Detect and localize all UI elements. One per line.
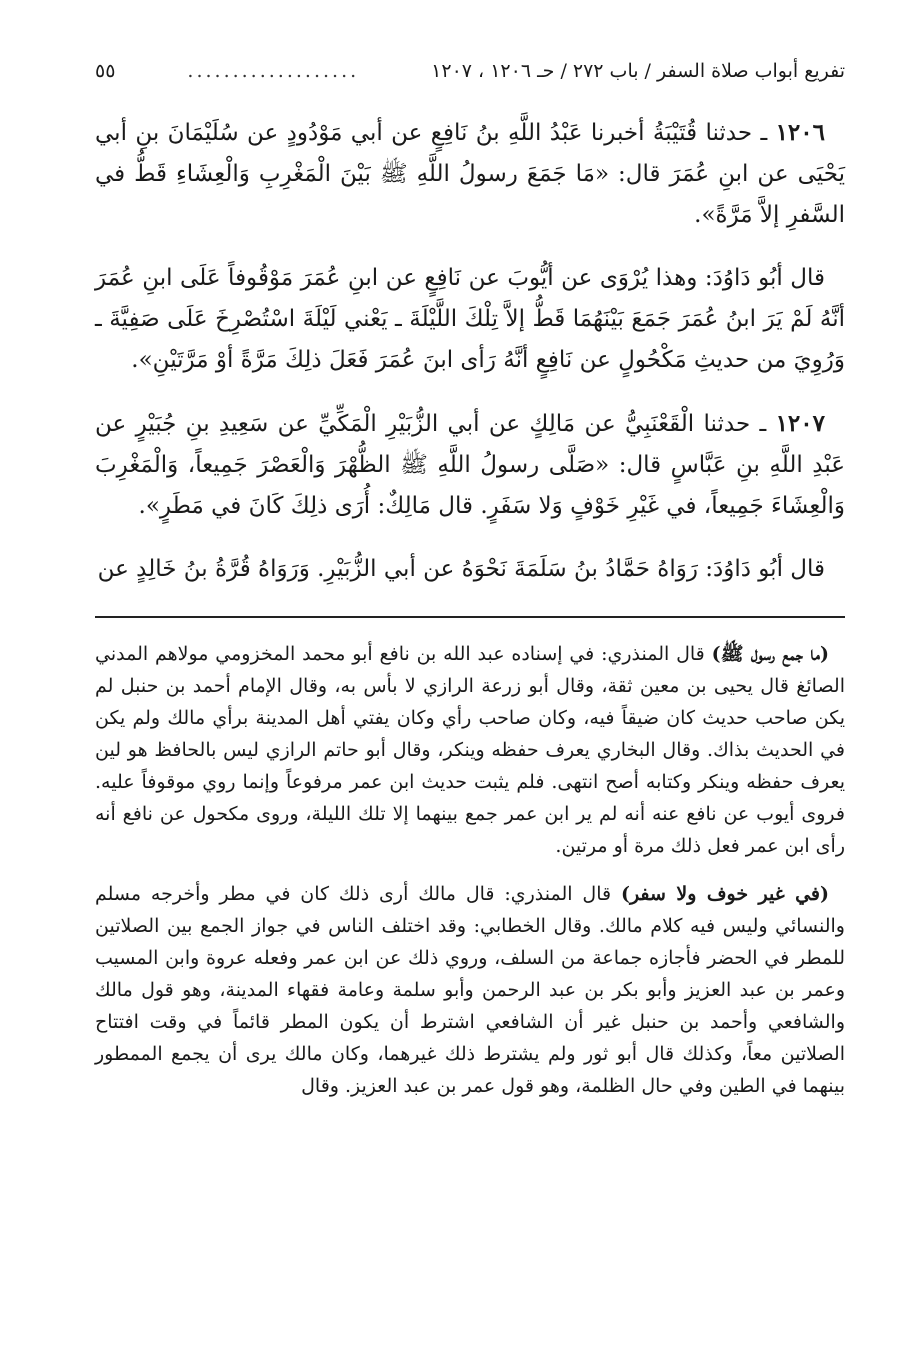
hadith-text: ـ حدثنا قُتَيْبَةُ أخبرنا عَبْدُ اللَّهِ بنُ نَافِعٍ عن أبي مَوْدُودٍ عن سُلَيْمَانَ بنِ أبي يَحْيَى عن ابنِ عُمَرَ قال: «مَا جَمَعَ رسولُ اللَّهِ ﷺ بَيْنَ الْمَغْرِبِ وَالْعِشَاءِ قَطُّ في السَّفرِ إلاَّ مَرَّةً». [95, 120, 845, 228]
footnote [95, 638, 845, 862]
hadith-number: ١٢٠٦ [775, 119, 825, 146]
hadith-1207 [95, 403, 845, 527]
footnote-text: قال المنذري: قال مالك أرى ذلك كان في مطر وأخرجه مسلم والنسائي وليس فيه كلام مالك. وقال الخطابي: وقد اختلف الناس في جواز الجمع بين الصلاتين للمطر في الحضر فأجازه جماعة من السلف، وروي ذلك عن ابن عمر وفعله عروة وابن المسيب وعمر بن عبد العزيز وأبو بكر بن عبد الرحمن وأبو سلمة وعامة فقهاء المدينة، وهو قول مالك والشافعي وأحمد بن حنبل غير أن الشافعي اشترط أن يكون المطر قائماً في وقت افتتاح الصلاتين معاً، وكذلك قال أبو ثور ولم يشترط ذلك غيرهما، وكان مالك يرى أن يجمع الممطور بينهما في الطين وفي حال الظلمة، وهو قول عمر بن عبد العزيز. وقال [95, 883, 845, 1097]
header-title: تفريع أبواب صلاة السفر / باب ٢٧٢ / حـ ١٢٠٦ ، ١٢٠٧ [431, 60, 845, 82]
footnote [95, 878, 845, 1102]
running-header [95, 60, 845, 92]
hadith-1206 [95, 112, 845, 236]
page-number: ٥٥ [95, 60, 116, 82]
footnote-separator [95, 616, 845, 618]
footnote-reference: (في غير خوف ولا سفر) [620, 883, 830, 905]
main-text [95, 112, 845, 590]
footnote-reference: (ما جمع رسول ﷺ) [711, 643, 829, 665]
header-leader-dots: ................... [187, 60, 360, 82]
book-page [95, 60, 845, 1118]
footnote-text: قال المنذري: في إسناده عبد الله بن نافع أبو محمد المخزومي مولاهم المدني الصائغ قال يحيى بن معين ثقة، وقال أبو زرعة الرازي لا بأس به، وقال الإمام أحمد بن حنبل لم يكن صاحب حديث كان ضيقاً فيه، وكان صاحب رأي وكان يفتي أهل المدينة برأي مالك ولم يكن في الحديث بذاك. وقال البخاري يعرف حفظه وينكر، وقال أبو حاتم الرازي ليس بالحافظ هو لين يعرف حفظه وينكر وكتابه أصح انتهى. فلم يثبت حديث ابن عمر مرفوعاً وإنما روي موقوفاً عليه. فروى أيوب عن نافع عنه أنه لم ير ابن عمر جمع بينهما إلا تلك الليلة، وروى مكحول عن نافع أنه رأى ابن عمر فعل ذلك مرة أو مرتين. [95, 643, 845, 857]
hadith-text: ـ حدثنا الْقَعْنَبِيُّ عن مَالِكٍ عن أبي الزُّبَيْرِ الْمَكِّيِّ عن سَعِيدِ بنِ جُبَيْرٍ عن عَبْدِ اللَّهِ بنِ عَبَّاسٍ قال: «صَلَّى رسولُ اللَّهِ ﷺ الظُّهْرَ وَالْعَصْرَ جَمِيعاً، وَالْمَغْرِبَ وَالْعِشَاءَ جَمِيعاً، في غَيْرِ خَوْفٍ وَلا سَفَرٍ. قال مَالِكٌ: أُرَى ذلِكَ كَانَ في مَطَرٍ». [95, 411, 845, 519]
commentary-1206: قال أبُو دَاوُدَ: وهذا يُرْوَى عن أيُّوبَ عن نَافِعٍ عن ابنِ عُمَرَ مَوْقُوفاً عَلَى ابنِ عُمَرَ أنَّهُ لَمْ يَرَ ابنُ عُمَرَ جَمَعَ بَيْنَهُمَا قَطُّ إلاَّ تِلْكَ اللَّيْلَةَ ـ يَعْني لَيْلَةَ اسْتُصْرِخَ عَلَى صَفِيَّةَ ـ وَرُوِيَ من حديثِ مَكْحُولٍ عن نَافِعٍ أنَّهُ رَأى ابنَ عُمَرَ فَعَلَ ذلِكَ مَرَّةً أوْ مَرَّتَيْنِ». [95, 265, 845, 373]
footnotes [95, 638, 845, 1102]
hadith-number: ١٢٠٧ [775, 410, 825, 437]
commentary-1207: قال أبُو دَاوُدَ: رَوَاهُ حَمَّادُ بنُ سَلَمَةَ نَحْوَهُ عن أبي الزُّبَيْرِ. وَرَوَاهُ قُرَّةُ بنُ خَالِدٍ عن [97, 556, 825, 582]
